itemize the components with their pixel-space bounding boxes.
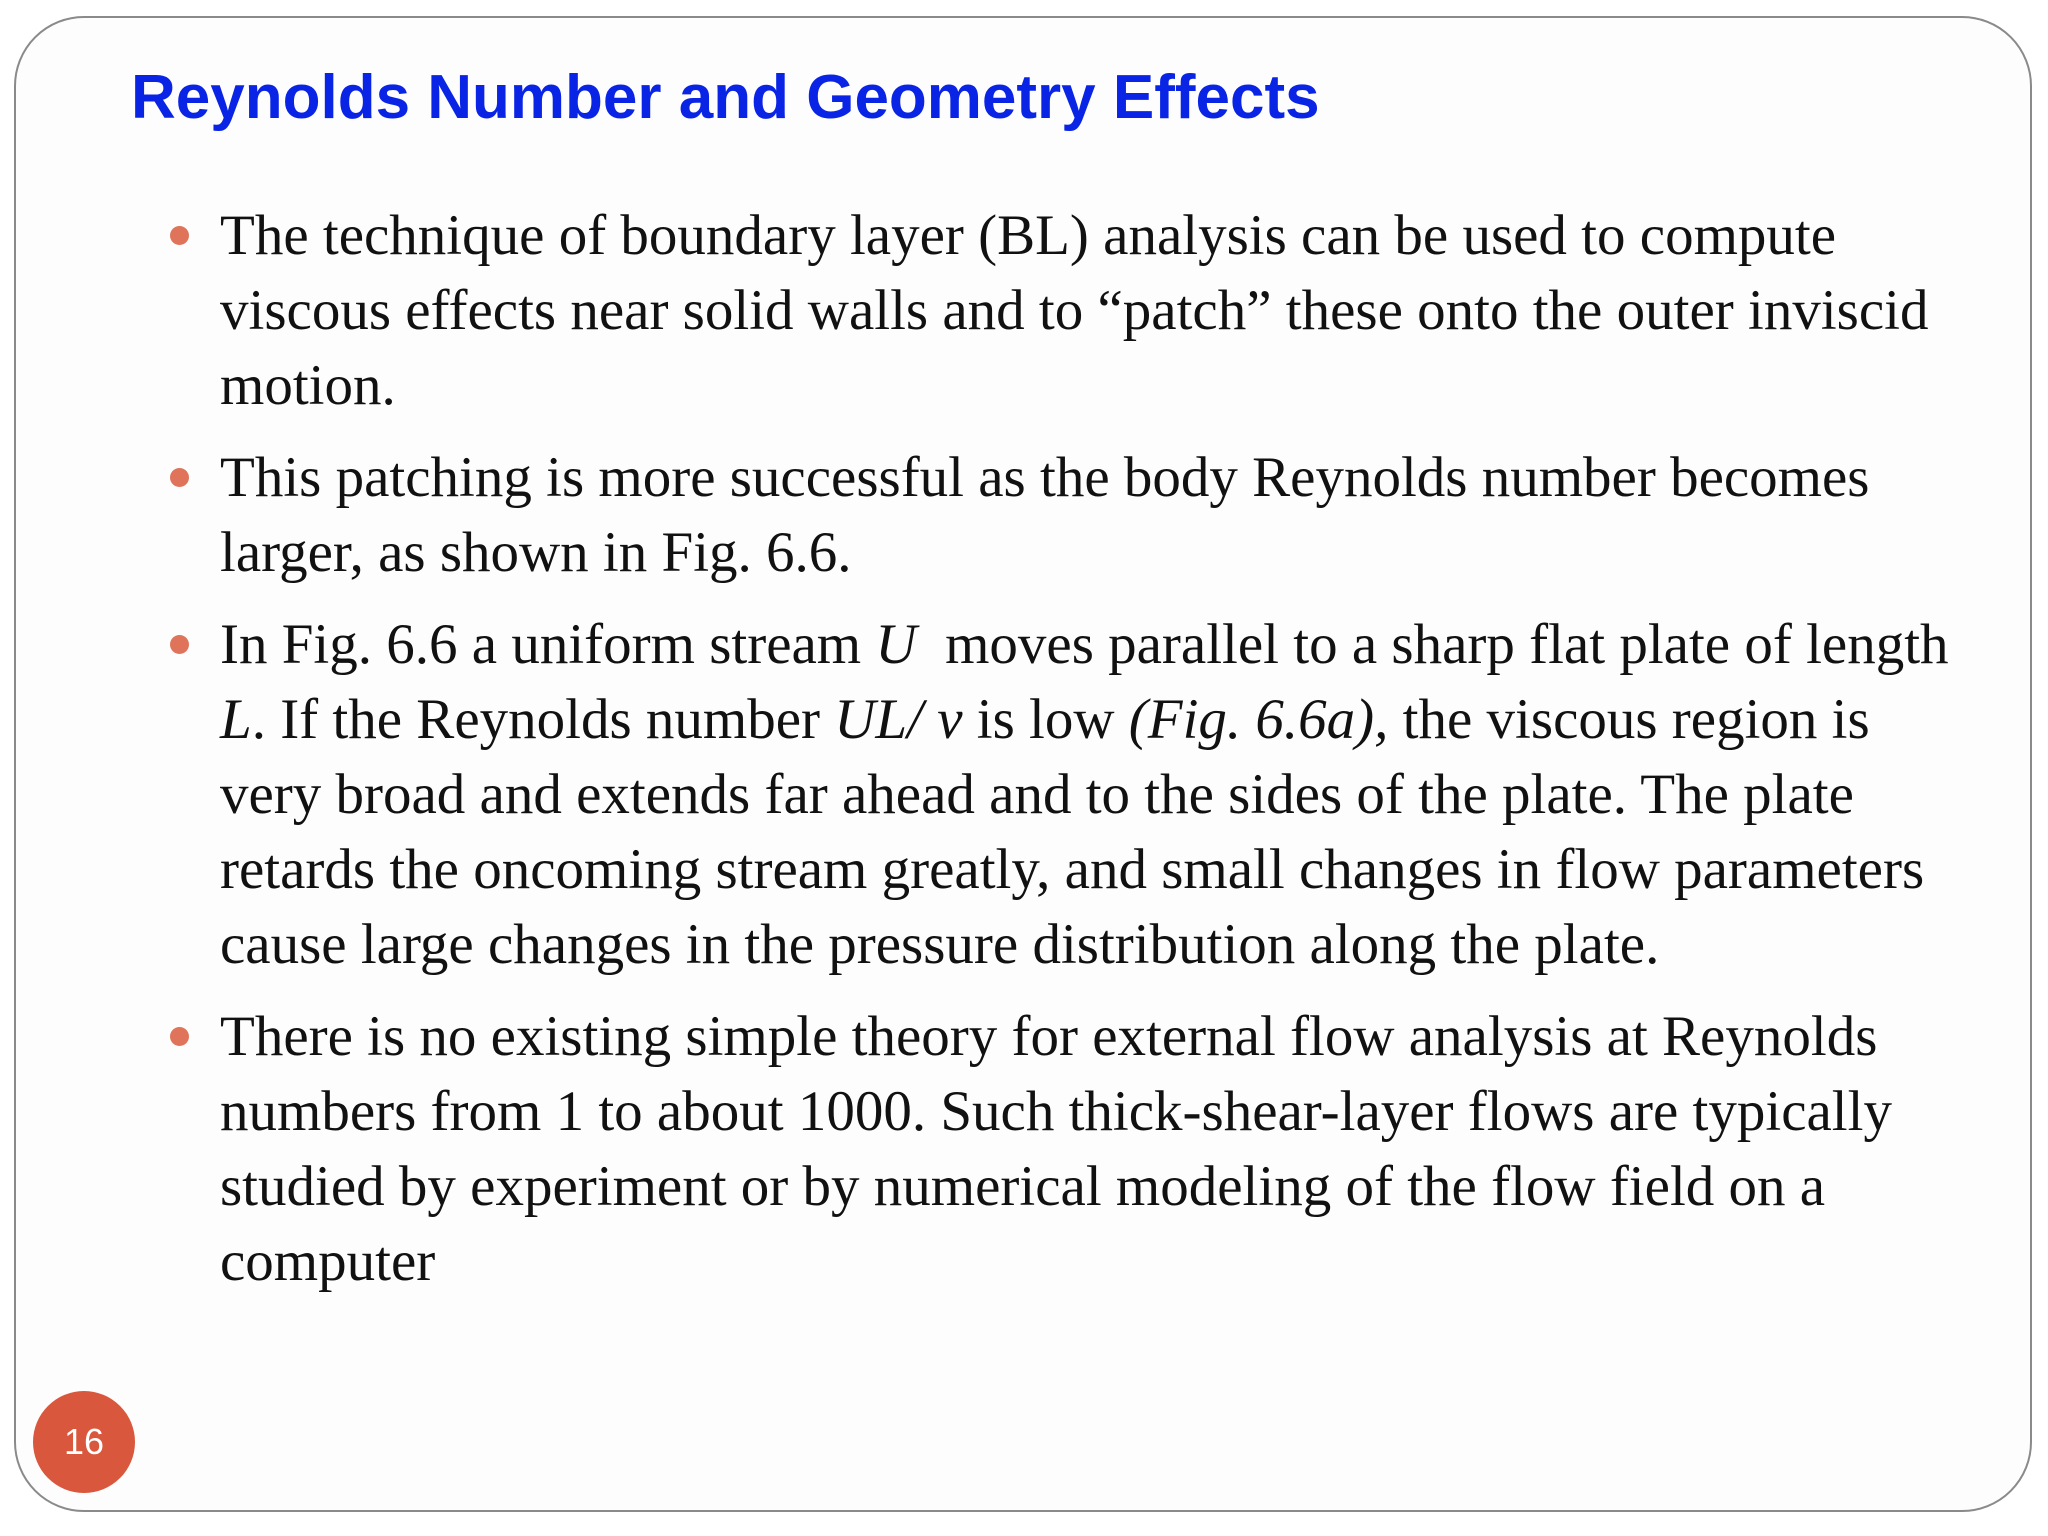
- bullet-item-2: [220, 440, 1980, 590]
- bullet-text: the viscous region is very broad and extends far ahead and to the sides of the plate. The plate retards the oncoming stream greatly, and small changes in flow parameters cause large changes in the pressure distribution along the plate.: [220, 688, 1939, 976]
- bullet-text: In Fig. 6.6 a uniform stream: [220, 613, 876, 676]
- variable-l: L: [220, 688, 252, 751]
- bullet-text: The technique of boundary layer (BL) analysis can be used to compute viscous effects near solid walls and to “patch” these onto the outer inviscid motion.: [220, 204, 1943, 417]
- bullet-dot-icon: [170, 226, 189, 245]
- bullet-text: . If the Reynolds number: [251, 688, 835, 751]
- bullet-text: There is no existing simple theory for external flow analysis at Reynolds numbers from 1 to about 1000. Such thick-shear-layer flows are typically studied by experiment or by numerical modeling of the flow field on a computer: [220, 1005, 1907, 1293]
- bullet-item-1: [220, 198, 1980, 423]
- bullet-text: This patching is more successful as the body Reynolds number becomes larger, as shown in Fig. 6.6.: [220, 446, 1884, 584]
- bullet-text: is low: [962, 688, 1129, 751]
- reynolds-expression: UL/ v: [834, 688, 963, 751]
- bullet-item-4: [220, 999, 1980, 1299]
- bullet-list: [220, 198, 1980, 1316]
- slide-number-badge: 16: [33, 1391, 135, 1493]
- bullet-item-3: [220, 607, 1980, 982]
- figure-reference: (Fig. 6.6a),: [1128, 688, 1389, 751]
- variable-u: U: [875, 613, 917, 676]
- bullet-dot-icon: [170, 468, 189, 487]
- bullet-text: moves parallel to a sharp flat plate of length: [916, 613, 1963, 676]
- slide-title: Reynolds Number and Geometry Effects: [131, 63, 1320, 132]
- bullet-dot-icon: [170, 1027, 189, 1046]
- bullet-dot-icon: [170, 635, 189, 654]
